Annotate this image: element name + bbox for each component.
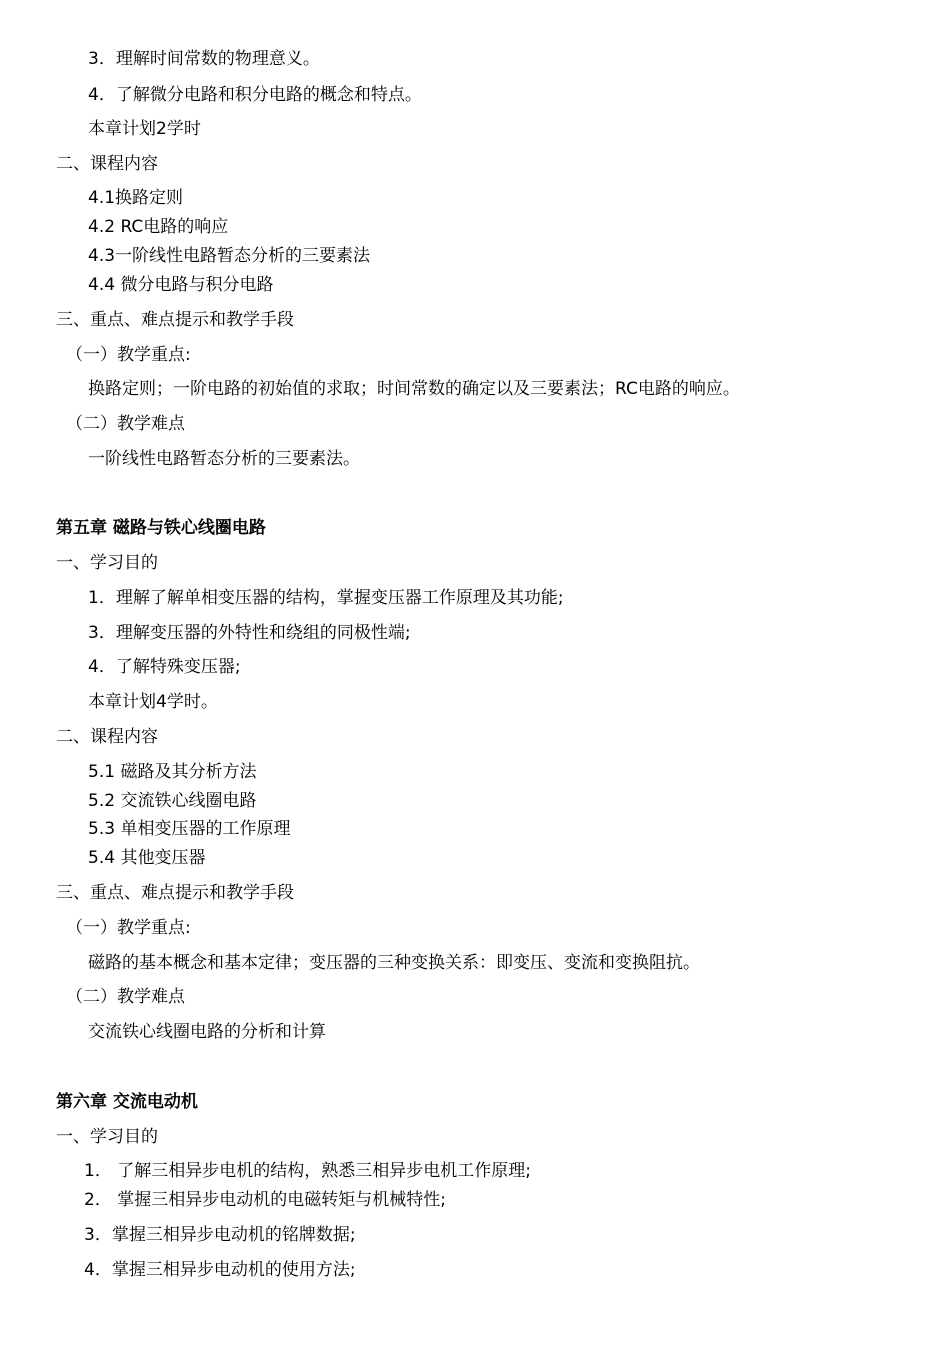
ch5-goals-title: 一、学习目的 [56, 553, 158, 573]
ch4-content-item: 4.2 RC电路的响应 [88, 217, 229, 237]
ch5-content-item: 5.2 交流铁心线圈电路 [88, 791, 257, 811]
ch4-content-item: 4.1换路定则 [88, 188, 184, 208]
ch5-key-title: 三、重点、难点提示和教学手段 [56, 883, 294, 903]
ch5-title: 第五章 磁路与铁心线圈电路 [56, 518, 266, 538]
ch4-content-title: 二、课程内容 [56, 154, 158, 174]
ch5-focus-text: 磁路的基本概念和基本定律；变压器的三种变换关系：即变压、变流和变换阻抗。 [88, 953, 700, 973]
ch5-content-item: 5.4 其他变压器 [88, 848, 206, 868]
ch5-difficulty-title: （二）教学难点 [66, 987, 185, 1007]
ch4-hours: 本章计划2学时 [88, 119, 201, 139]
ch6-goal: 4．掌握三相异步电动机的使用方法; [84, 1260, 356, 1280]
ch4-difficulty-text: 一阶线性电路暂态分析的三要素法。 [88, 449, 360, 469]
ch6-title: 第六章 交流电动机 [56, 1092, 198, 1112]
ch5-difficulty-text: 交流铁心线圈电路的分析和计算 [88, 1022, 326, 1042]
ch5-content-title: 二、课程内容 [56, 727, 158, 747]
ch4-focus-text: 换路定则；一阶电路的初始值的求取；时间常数的确定以及三要素法；RC电路的响应。 [88, 379, 740, 399]
ch5-hours: 本章计划4学时。 [88, 692, 218, 712]
ch5-content-item: 5.1 磁路及其分析方法 [88, 762, 257, 782]
ch5-goal: 4．了解特殊变压器; [88, 657, 241, 677]
ch5-focus-title: （一）教学重点: [66, 918, 191, 938]
ch5-goal: 3．理解变压器的外特性和绕组的同极性端; [88, 623, 411, 643]
ch4-focus-title: （一）教学重点: [66, 345, 191, 365]
ch4-key-title: 三、重点、难点提示和教学手段 [56, 310, 294, 330]
ch4-goal-4: 4．了解微分电路和积分电路的概念和特点。 [88, 85, 422, 105]
ch4-difficulty-title: （二）教学难点 [66, 414, 185, 434]
ch6-goals-title: 一、学习目的 [56, 1127, 158, 1147]
ch6-goal: 1． 了解三相异步电机的结构，熟悉三相异步电机工作原理; [84, 1161, 531, 1181]
ch5-goal: 1．理解了解单相变压器的结构，掌握变压器工作原理及其功能; [88, 588, 564, 608]
ch6-goal: 2． 掌握三相异步电动机的电磁转矩与机械特性; [84, 1190, 446, 1210]
ch6-goal: 3．掌握三相异步电动机的铭牌数据; [84, 1225, 356, 1245]
ch4-goal-3: 3．理解时间常数的物理意义。 [88, 49, 320, 69]
ch4-content-item: 4.3一阶线性电路暂态分析的三要素法 [88, 246, 371, 266]
ch5-content-item: 5.3 单相变压器的工作原理 [88, 819, 291, 839]
ch4-content-item: 4.4 微分电路与积分电路 [88, 275, 274, 295]
